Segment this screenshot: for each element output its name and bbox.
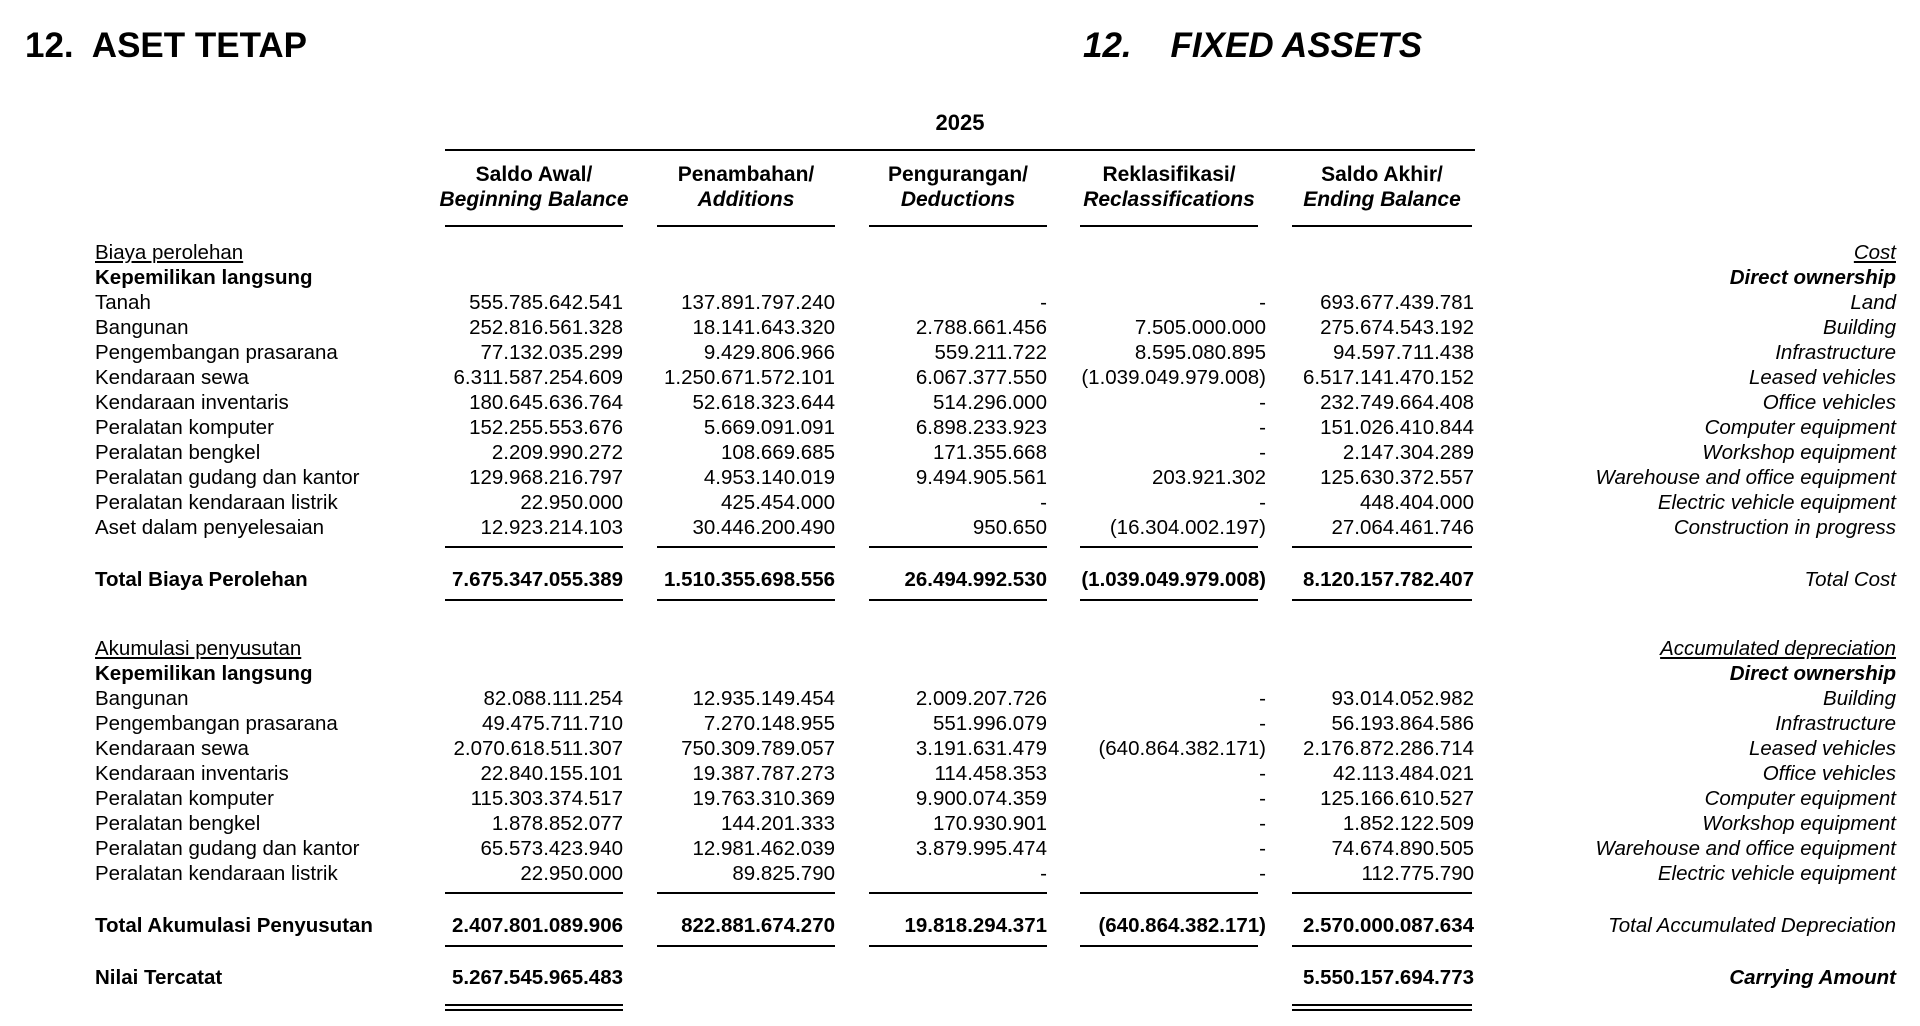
row-label: Pengembangan prasarana <box>95 341 338 364</box>
row-label: Total Akumulasi Penyusutan <box>95 914 373 937</box>
column-header-underline <box>445 225 623 227</box>
cell-value: 12.923.214.103 <box>480 516 623 539</box>
cost-ownership-heading <box>0 265 1920 290</box>
year-header: 2025 <box>935 110 985 135</box>
page-title-english: 12. FIXED ASSETS <box>1083 26 1423 65</box>
cost-row <box>0 340 1920 365</box>
column-header-underline <box>657 225 835 227</box>
row-label-english: Warehouse and office equipment <box>1595 837 1896 860</box>
depreciation-ownership-heading <box>0 661 1920 686</box>
total-rule <box>1080 599 1258 601</box>
cell-value: 8.120.157.782.407 <box>1303 568 1474 591</box>
cell-value: 514.296.000 <box>932 391 1047 414</box>
cell-value: - <box>1040 862 1047 885</box>
row-label: Total Biaya Perolehan <box>95 568 308 591</box>
cell-value: 6.311.587.254.609 <box>453 366 623 389</box>
cell-value: 6.898.233.923 <box>915 416 1047 439</box>
cell-value: 93.014.052.982 <box>1331 687 1474 710</box>
cell-value: 555.785.642.541 <box>469 291 623 314</box>
cell-value: 2.147.304.289 <box>1342 441 1474 464</box>
row-label-english: Workshop equipment <box>1702 812 1896 835</box>
cell-value: - <box>1259 712 1266 735</box>
subtotal-rule <box>1080 546 1258 548</box>
cell-value: 19.818.294.371 <box>904 914 1047 937</box>
total-rule <box>1292 945 1472 947</box>
cell-value: 180.645.636.764 <box>469 391 623 414</box>
cell-value: - <box>1259 416 1266 439</box>
cell-value: 125.630.372.557 <box>1320 466 1474 489</box>
cell-value: 9.494.905.561 <box>915 466 1047 489</box>
row-label-english: Direct ownership <box>1729 266 1896 289</box>
cell-value: 129.968.216.797 <box>469 466 623 489</box>
total-rule <box>869 945 1047 947</box>
carrying-amount-row <box>0 965 1920 990</box>
cell-value: 252.816.561.328 <box>469 316 623 339</box>
column-header-underline <box>1292 225 1472 227</box>
cell-value: 5.669.091.091 <box>703 416 835 439</box>
cell-value: 2.209.990.272 <box>491 441 623 464</box>
cell-value: 42.113.484.021 <box>1333 762 1474 785</box>
cell-value: 950.650 <box>972 516 1047 539</box>
column-header-underline <box>1080 225 1258 227</box>
cell-value: 2.407.801.089.906 <box>452 914 623 937</box>
subtotal-rule <box>445 892 623 894</box>
cell-value: 2.176.872.286.714 <box>1303 737 1474 760</box>
cost-total-row <box>0 567 1920 592</box>
cell-value: 8.595.080.895 <box>1134 341 1266 364</box>
row-label-english: Leased vehicles <box>1748 366 1896 389</box>
subtotal-rule <box>1080 892 1258 894</box>
cell-value: - <box>1259 687 1266 710</box>
cell-value: 18.141.643.320 <box>692 316 835 339</box>
depreciation-total-row <box>0 913 1920 938</box>
subtotal-rule <box>869 892 1047 894</box>
cell-value: 19.387.787.273 <box>692 762 835 785</box>
row-label-english: Leased vehicles <box>1748 737 1896 760</box>
cell-value: 125.166.610.527 <box>1320 787 1474 810</box>
column-header-id: Saldo Awal/ <box>475 163 593 186</box>
cell-value: 2.788.661.456 <box>915 316 1047 339</box>
cell-value: 822.881.674.270 <box>681 914 835 937</box>
depreciation-row <box>0 786 1920 811</box>
double-underline <box>445 1009 623 1011</box>
double-underline <box>1292 1009 1472 1011</box>
column-header-id: Penambahan/ <box>677 163 815 186</box>
row-label-english: Carrying Amount <box>1729 966 1896 989</box>
cell-value: - <box>1259 291 1266 314</box>
subtotal-rule <box>1292 546 1472 548</box>
subtotal-rule <box>1292 892 1472 894</box>
cell-value: - <box>1040 291 1047 314</box>
cost-row <box>0 440 1920 465</box>
total-rule <box>1080 945 1258 947</box>
row-label-english: Infrastructure <box>1775 712 1896 735</box>
cell-value: 425.454.000 <box>720 491 835 514</box>
cost-row <box>0 515 1920 540</box>
cell-value: 94.597.711.438 <box>1333 341 1474 364</box>
row-label: Kendaraan sewa <box>95 737 249 760</box>
cell-value: 22.840.155.101 <box>480 762 623 785</box>
cell-value: 77.132.035.299 <box>480 341 623 364</box>
row-label-english: Infrastructure <box>1775 341 1896 364</box>
cell-value: 1.852.122.509 <box>1342 812 1474 835</box>
cell-value: (640.864.382.171) <box>1098 737 1266 760</box>
cell-value: 12.981.462.039 <box>692 837 835 860</box>
cell-value: 2.009.207.726 <box>915 687 1047 710</box>
cell-value: 448.404.000 <box>1359 491 1474 514</box>
column-header-en: Beginning Balance <box>439 188 629 211</box>
row-label-english: Electric vehicle equipment <box>1657 862 1896 885</box>
cell-value: 551.996.079 <box>932 712 1047 735</box>
column-header-underline <box>869 225 1047 227</box>
cell-value: 5.267.545.965.483 <box>452 966 623 989</box>
row-label: Nilai Tercatat <box>95 966 223 989</box>
cell-value: 170.930.901 <box>932 812 1047 835</box>
cell-value: 82.088.111.254 <box>483 687 623 710</box>
cell-value: 232.749.664.408 <box>1320 391 1474 414</box>
cell-value: 6.517.141.470.152 <box>1303 366 1474 389</box>
cell-value: - <box>1259 441 1266 464</box>
row-label-english: Direct ownership <box>1729 662 1896 685</box>
cell-value: 693.677.439.781 <box>1320 291 1474 314</box>
row-label: Peralatan kendaraan listrik <box>95 862 338 885</box>
total-rule <box>1292 599 1472 601</box>
cell-value: 152.255.553.676 <box>469 416 623 439</box>
subtotal-rule <box>869 546 1047 548</box>
row-label: Pengembangan prasarana <box>95 712 338 735</box>
year-underline <box>445 149 1475 151</box>
cell-value: - <box>1259 762 1266 785</box>
cell-value: 3.191.631.479 <box>915 737 1047 760</box>
cost-section-heading <box>0 240 1920 265</box>
depreciation-row <box>0 761 1920 786</box>
row-label-english: Total Accumulated Depreciation <box>1608 914 1896 937</box>
row-label: Kendaraan inventaris <box>95 391 289 414</box>
cell-value: 56.193.864.586 <box>1331 712 1474 735</box>
row-label: Peralatan kendaraan listrik <box>95 491 338 514</box>
row-label-english: Cost <box>1853 241 1896 264</box>
row-label: Bangunan <box>95 687 189 710</box>
cell-value: 7.505.000.000 <box>1134 316 1266 339</box>
cell-value: 2.070.618.511.307 <box>453 737 623 760</box>
cell-value: 137.891.797.240 <box>681 291 835 314</box>
column-header-id: Reklasifikasi/ <box>1102 163 1236 186</box>
row-label: Kendaraan sewa <box>95 366 249 389</box>
cell-value: 9.900.074.359 <box>915 787 1047 810</box>
column-header-3 <box>849 162 1067 212</box>
cell-value: (1.039.049.979.008) <box>1081 568 1266 591</box>
total-rule <box>657 599 835 601</box>
row-label: Peralatan bengkel <box>95 812 261 835</box>
subtotal-rule <box>657 892 835 894</box>
cost-row <box>0 390 1920 415</box>
cost-row <box>0 490 1920 515</box>
cell-value: 30.446.200.490 <box>692 516 835 539</box>
row-label-english: Electric vehicle equipment <box>1657 491 1896 514</box>
double-underline <box>1292 1004 1472 1006</box>
row-label: Biaya perolehan <box>95 241 244 264</box>
cell-value: 171.355.668 <box>932 441 1047 464</box>
row-label: Peralatan komputer <box>95 787 274 810</box>
cell-value: 27.064.461.746 <box>1331 516 1474 539</box>
cell-value: 3.879.995.474 <box>915 837 1047 860</box>
cell-value: 203.921.302 <box>1151 466 1266 489</box>
row-label-english: Office vehicles <box>1762 391 1896 414</box>
depreciation-row <box>0 836 1920 861</box>
cell-value: 7.270.148.955 <box>703 712 835 735</box>
cell-value: 7.675.347.055.389 <box>452 568 623 591</box>
cell-value: 275.674.543.192 <box>1320 316 1474 339</box>
cell-value: (640.864.382.171) <box>1098 914 1266 937</box>
row-label-english: Land <box>1850 291 1896 314</box>
cell-value: 22.950.000 <box>520 491 623 514</box>
cell-value: 19.763.310.369 <box>692 787 835 810</box>
cell-value: 2.570.000.087.634 <box>1303 914 1474 937</box>
cell-value: - <box>1259 862 1266 885</box>
depreciation-row <box>0 736 1920 761</box>
total-rule <box>657 945 835 947</box>
depreciation-row <box>0 811 1920 836</box>
depreciation-section-heading <box>0 636 1920 661</box>
cell-value: 559.211.722 <box>934 341 1047 364</box>
cell-value: 89.825.790 <box>732 862 835 885</box>
total-rule <box>445 599 623 601</box>
column-header-5 <box>1272 162 1492 212</box>
column-header-2 <box>637 162 855 212</box>
cell-value: 12.935.149.454 <box>692 687 835 710</box>
cell-value: 114.458.353 <box>934 762 1047 785</box>
column-header-4 <box>1060 162 1278 212</box>
row-label-english: Total Cost <box>1804 568 1896 591</box>
cell-value: 49.475.711.710 <box>482 712 623 735</box>
row-label: Bangunan <box>95 316 189 339</box>
cell-value: - <box>1259 837 1266 860</box>
cell-value: 750.309.789.057 <box>681 737 835 760</box>
column-header-en: Ending Balance <box>1303 188 1461 211</box>
cell-value: 65.573.423.940 <box>480 837 623 860</box>
depreciation-row <box>0 861 1920 886</box>
cell-value: 1.878.852.077 <box>491 812 623 835</box>
row-label: Akumulasi penyusutan <box>95 637 302 660</box>
cell-value: - <box>1259 391 1266 414</box>
column-header-en: Additions <box>697 188 795 211</box>
cell-value: 112.775.790 <box>1361 862 1474 885</box>
cost-row <box>0 465 1920 490</box>
cell-value: 6.067.377.550 <box>915 366 1047 389</box>
cell-value: 22.950.000 <box>520 862 623 885</box>
cost-row <box>0 315 1920 340</box>
cell-value: 1.510.355.698.556 <box>664 568 835 591</box>
row-label-english: Computer equipment <box>1704 787 1896 810</box>
row-label-english: Building <box>1823 316 1896 339</box>
column-header-1 <box>425 162 643 212</box>
column-header-id: Pengurangan/ <box>887 163 1029 186</box>
cell-value: - <box>1259 787 1266 810</box>
depreciation-row <box>0 711 1920 736</box>
cell-value: 144.201.333 <box>720 812 835 835</box>
cell-value: 108.669.685 <box>720 441 835 464</box>
row-label: Peralatan gudang dan kantor <box>95 466 360 489</box>
cell-value: - <box>1040 491 1047 514</box>
row-label-english: Construction in progress <box>1673 516 1896 539</box>
row-label: Peralatan komputer <box>95 416 274 439</box>
depreciation-row <box>0 686 1920 711</box>
cell-value: 4.953.140.019 <box>703 466 835 489</box>
total-rule <box>869 599 1047 601</box>
cell-value: - <box>1259 491 1266 514</box>
cost-row <box>0 290 1920 315</box>
row-label: Kepemilikan langsung <box>95 266 313 289</box>
cell-value: 74.674.890.505 <box>1331 837 1474 860</box>
row-label: Kepemilikan langsung <box>95 662 313 685</box>
column-header-en: Reclassifications <box>1083 188 1255 211</box>
double-underline <box>445 1004 623 1006</box>
cell-value: (1.039.049.979.008) <box>1081 366 1266 389</box>
row-label-english: Computer equipment <box>1704 416 1896 439</box>
row-label: Peralatan bengkel <box>95 441 261 464</box>
cell-value: 5.550.157.694.773 <box>1303 966 1474 989</box>
cost-row <box>0 365 1920 390</box>
cell-value: 115.303.374.517 <box>470 787 623 810</box>
subtotal-rule <box>445 546 623 548</box>
cost-row <box>0 415 1920 440</box>
column-header-en: Deductions <box>900 188 1016 211</box>
cell-value: 52.618.323.644 <box>692 391 835 414</box>
cell-value: 26.494.992.530 <box>904 568 1047 591</box>
row-label: Peralatan gudang dan kantor <box>95 837 360 860</box>
row-label-english: Office vehicles <box>1762 762 1896 785</box>
page-title-indonesian: 12. ASET TETAP <box>25 26 307 65</box>
cell-value: - <box>1259 812 1266 835</box>
row-label-english: Building <box>1823 687 1896 710</box>
row-label-english: Workshop equipment <box>1702 441 1896 464</box>
column-header-id: Saldo Akhir/ <box>1321 163 1443 186</box>
row-label-english: Warehouse and office equipment <box>1595 466 1896 489</box>
subtotal-rule <box>657 546 835 548</box>
cell-value: 1.250.671.572.101 <box>664 366 835 389</box>
cell-value: 9.429.806.966 <box>703 341 835 364</box>
row-label: Kendaraan inventaris <box>95 762 289 785</box>
row-label: Tanah <box>95 291 151 314</box>
row-label: Aset dalam penyelesaian <box>95 516 325 539</box>
cell-value: 151.026.410.844 <box>1320 416 1474 439</box>
cell-value: (16.304.002.197) <box>1109 516 1266 539</box>
total-rule <box>445 945 623 947</box>
row-label-english: Accumulated depreciation <box>1660 637 1896 660</box>
